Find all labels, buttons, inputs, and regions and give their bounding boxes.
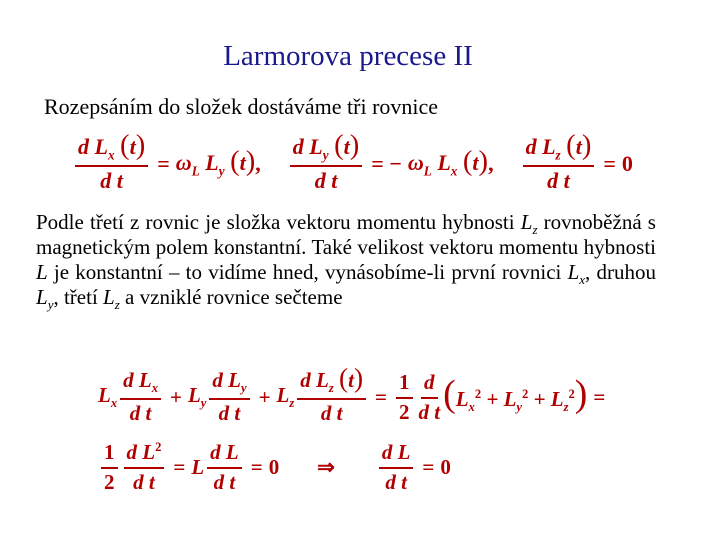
fraction-dLy-dt: $\frac{d L_y (t)}{\text{d t}}$ — [290, 134, 363, 194]
explanation-paragraph: Podle třetí z rovnic je složka vektoru momentu hybnosti $L_z$ rovnoběžná s magnetickým polem konstantní. Také velikost vektoru momentu hybnosti L je konstantní – to vidíme hned, vynásobíme-li první rovnici $L_x$, druhou $L_y$, třetí $L_z$ a vzniklé rovnice sečteme — [36, 210, 656, 313]
equation-row-sum: $L_x$ $\frac{d L_x}{\text{d t}}$ + $L_y$ $\frac{d L_y}{\text{d t}}$ + $L_z$ $\frac{d L_z (t)}{\text{d t}}$ = $\frac{1}{2}$ $\frac{d}{\text{d t}}$ $(L_x^2 + L_y^2 + L_z^2)$ = — [98, 363, 606, 426]
equation-row-conclusion: $\frac{1}{2}$ $\frac{d L^2}{\text{d t}}$ = L $\frac{\text{d L}}{\text{d t}}$ = 0 ⇒ $\frac{\text{d L}}{\text{d t}}$ = 0 — [98, 440, 451, 495]
fraction-dLz-dt: $\frac{d L_z (t)}{\text{d t}}$ — [523, 134, 595, 194]
equation-row-components: $\frac{d L_x (t)}{\text{d t}}$ = $\omega_L$ $L_y$ (t) , $\frac{d L_y (t)}{\text{d t}}$ = − $\omega_L$ $L_x$ (t) , $\frac{d L_z (t)}{\text{d t}}$ = 0 — [72, 134, 633, 194]
intro-text: Rozepsáním do složek dostáváme tři rovnice — [44, 94, 439, 119]
fraction-dLx-dt: $\frac{d L_x (t)}{\text{d t}}$ — [75, 134, 148, 194]
slide-title: Larmorova precese II — [223, 40, 473, 72]
